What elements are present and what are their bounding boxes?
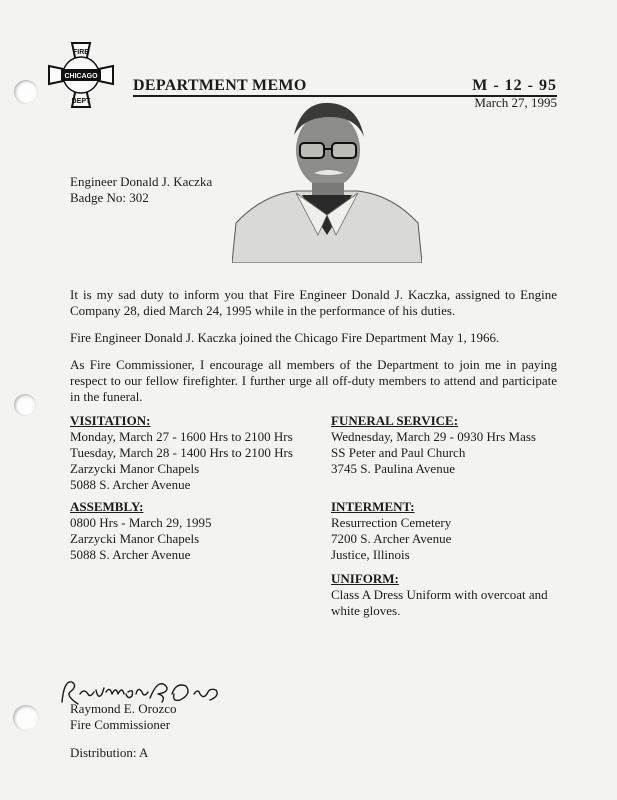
funeral-service-line: SS Peter and Paul Church xyxy=(331,445,466,460)
portrait-photo-icon xyxy=(232,95,422,263)
visitation-heading: VISITATION: xyxy=(70,413,151,428)
memo-number: M - 12 - 95 xyxy=(472,77,557,94)
assembly-heading: ASSEMBLY: xyxy=(70,499,144,514)
paragraph-commissioner-request: As Fire Commissioner, I encourage all members of the Department to join me in paying respect to our fellow firefighter. I further urge all off-duty members to attend and participate in the funeral. xyxy=(70,357,557,404)
assembly-line: 5088 S. Archer Avenue xyxy=(70,547,191,562)
punch-hole xyxy=(14,80,38,104)
punch-hole xyxy=(14,394,36,416)
visitation-line: Monday, March 27 - 1600 Hrs to 2100 Hrs xyxy=(70,429,293,444)
addressee-badge: Badge No: 302 xyxy=(70,190,149,205)
memo-date: March 27, 1995 xyxy=(474,95,557,110)
interment-line: Justice, Illinois xyxy=(331,547,410,562)
signature-block xyxy=(70,701,177,733)
distribution-line: Distribution: A xyxy=(70,745,149,760)
assembly-line: 0800 Hrs - March 29, 1995 xyxy=(70,515,212,530)
visitation-line: Zarzycki Manor Chapels xyxy=(70,461,200,476)
logo-bottom-text: DEPT xyxy=(71,98,91,105)
visitation-section xyxy=(70,413,293,493)
uniform-heading: UNIFORM: xyxy=(331,571,399,586)
funeral-service-section xyxy=(331,413,536,477)
addressee-block xyxy=(70,174,212,206)
uniform-text: Class A Dress Uniform with overcoat and white gloves. xyxy=(331,587,548,618)
interment-line: Resurrection Cemetery xyxy=(331,515,452,530)
paragraph-announcement: It is my sad duty to inform you that Fire Engineer Donald J. Kaczka, assigned to Engine Company 28, died March 24, 1995 while in the performance of his duties. xyxy=(70,287,557,318)
chicago-fire-dept-logo-icon xyxy=(46,40,116,110)
visitation-line: Tuesday, March 28 - 1400 Hrs to 2100 Hrs xyxy=(70,445,293,460)
uniform-section xyxy=(331,571,561,619)
logo-center-text: CHICAGO xyxy=(64,73,98,80)
signatory-name: Raymond E. Orozco xyxy=(70,701,177,716)
paragraph-service-history: Fire Engineer Donald J. Kaczka joined the Chicago Fire Department May 1, 1966. xyxy=(70,330,500,345)
logo-top-text: FIRE xyxy=(73,49,89,56)
funeral-service-line: Wednesday, March 29 - 0930 Hrs Mass xyxy=(331,429,536,444)
assembly-line: Zarzycki Manor Chapels xyxy=(70,531,200,546)
addressee-name: Engineer Donald J. Kaczka xyxy=(70,174,213,189)
interment-heading: INTERMENT: xyxy=(331,499,415,514)
interment-section xyxy=(331,499,451,563)
assembly-section xyxy=(70,499,212,563)
signatory-title: Fire Commissioner xyxy=(70,717,171,732)
visitation-line: 5088 S. Archer Avenue xyxy=(70,477,191,492)
memo-title: DEPARTMENT MEMO xyxy=(133,77,307,94)
interment-line: 7200 S. Archer Avenue xyxy=(331,531,452,546)
funeral-service-line: 3745 S. Paulina Avenue xyxy=(331,461,455,476)
funeral-service-heading: FUNERAL SERVICE: xyxy=(331,413,459,428)
punch-hole xyxy=(13,705,39,731)
